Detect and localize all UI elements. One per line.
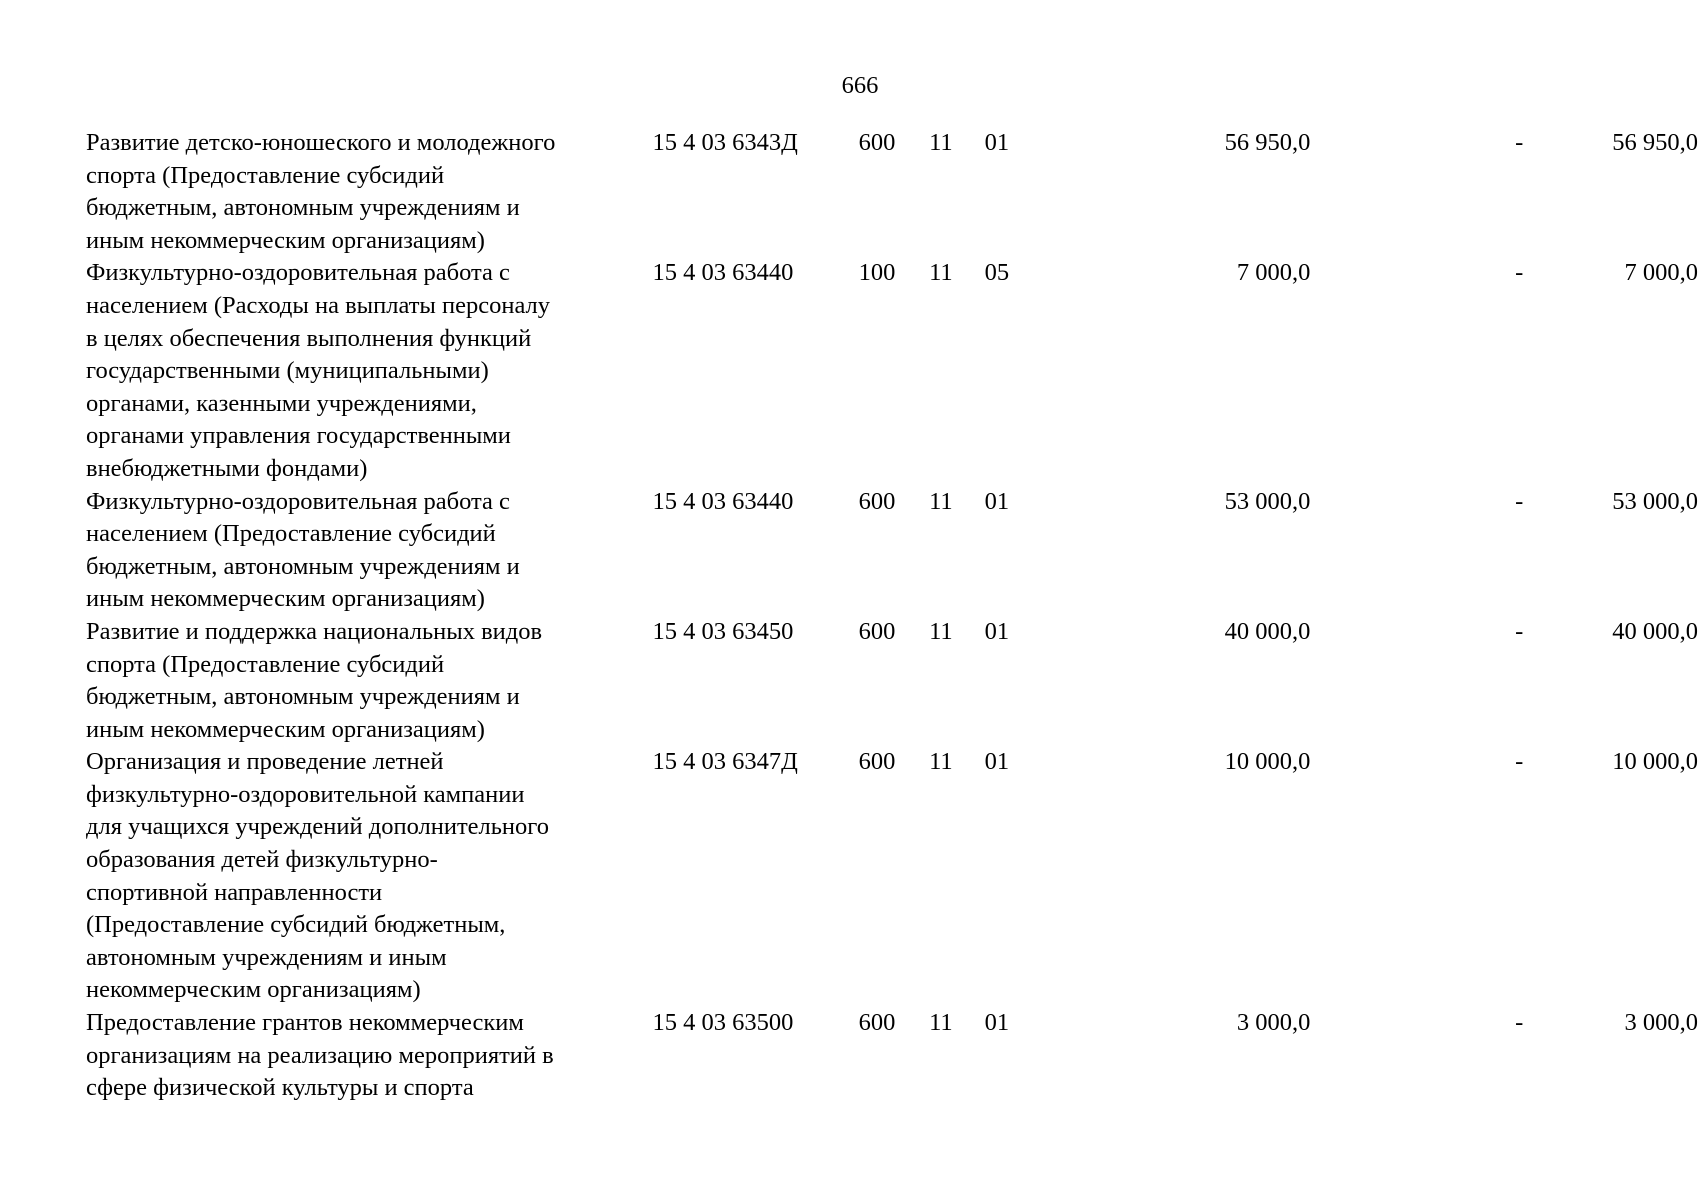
row-total: 10 000,0 — [1612, 748, 1698, 776]
budget-table — [86, 127, 1698, 1105]
row-section: 11 — [929, 487, 953, 515]
row-sum: 3 000,0 — [1236, 1009, 1311, 1037]
row-name-line: государственными (муниципальными) — [86, 357, 489, 385]
row-csr-code: 15 4 03 63450 — [652, 617, 794, 645]
row-name-line: Организация и проведение летней — [86, 748, 444, 776]
row-expense-type: 600 — [858, 129, 896, 156]
row-csr-code: 15 4 03 6347Д — [652, 748, 798, 776]
table-row — [86, 746, 1698, 1007]
row-name-line: внебюджетными фондами) — [86, 454, 368, 482]
row-name-line: бюджетным, автономным учреждениям и — [86, 194, 520, 222]
row-name-line: Физкультурно-оздоровительная работа с — [86, 259, 510, 287]
row-expense-type: 100 — [858, 259, 896, 287]
table-row — [86, 616, 1698, 746]
row-name — [86, 1007, 653, 1105]
row-name-line: некоммерческим организациям) — [86, 976, 421, 1004]
row-sum: 10 000,0 — [1224, 748, 1311, 776]
row-name — [86, 127, 653, 257]
table-row — [86, 257, 1698, 485]
row-csr-code: 15 4 03 63440 — [652, 487, 794, 515]
row-total: 3 000,0 — [1624, 1009, 1698, 1037]
row-subsection: 01 — [984, 487, 1010, 515]
row-name-line: спортивной направленности — [86, 878, 383, 906]
row-subsection: 01 — [984, 748, 1010, 776]
row-change: - — [1515, 748, 1524, 776]
row-total: 56 950,0 — [1612, 129, 1698, 156]
row-name — [86, 257, 653, 485]
row-name-line: Предоставление грантов некоммерческим — [86, 1009, 524, 1037]
row-expense-type: 600 — [858, 1009, 896, 1037]
row-name-line: населением (Предоставление субсидий — [86, 520, 496, 548]
row-section: 11 — [929, 129, 953, 156]
row-name-line: для учащихся учреждений дополнительного — [86, 813, 549, 841]
row-name-line: органами, казенными учреждениями, — [86, 389, 477, 417]
row-sum: 53 000,0 — [1224, 487, 1311, 515]
row-name-line: иным некоммерческим организациям) — [86, 585, 485, 613]
row-csr-code: 15 4 03 63500 — [652, 1009, 794, 1037]
row-name-line: Развитие детско-юношеского и молодежного — [86, 129, 556, 156]
row-name — [86, 746, 653, 1007]
row-change: - — [1515, 129, 1524, 156]
row-subsection: 05 — [984, 259, 1010, 287]
row-section: 11 — [929, 1009, 953, 1037]
row-name-line: образования детей физкультурно- — [86, 846, 438, 874]
row-name-line: Развитие и поддержка национальных видов — [86, 617, 543, 645]
row-name-line: органами управления государственными — [86, 422, 511, 450]
row-name-line: автономным учреждениям и иным — [86, 943, 447, 971]
row-expense-type: 600 — [858, 487, 896, 515]
row-name-line: населением (Расходы на выплаты персоналу — [86, 291, 551, 319]
row-sum: 56 950,0 — [1224, 129, 1311, 156]
row-section: 11 — [929, 617, 953, 645]
row-name-line: сфере физической культуры и спорта — [86, 1074, 474, 1102]
table-row — [86, 486, 1698, 616]
row-subsection: 01 — [984, 617, 1010, 645]
row-sum: 40 000,0 — [1224, 617, 1311, 645]
row-name-line: Физкультурно-оздоровительная работа с — [86, 487, 510, 515]
row-total: 7 000,0 — [1624, 259, 1698, 287]
row-change: - — [1515, 259, 1524, 287]
row-section: 11 — [929, 259, 953, 287]
row-name-line: бюджетным, автономным учреждениям и — [86, 552, 520, 580]
row-total: 53 000,0 — [1612, 487, 1698, 515]
row-expense-type: 600 — [858, 748, 896, 776]
row-change: - — [1515, 487, 1524, 515]
row-change: - — [1515, 617, 1524, 645]
row-name-line: в целях обеспечения выполнения функций — [86, 324, 532, 352]
row-subsection: 01 — [984, 1009, 1010, 1037]
row-section: 11 — [929, 748, 953, 776]
table-row — [86, 1007, 1698, 1105]
row-change: - — [1515, 1009, 1524, 1037]
row-name — [86, 616, 653, 746]
row-csr-code: 15 4 03 63440 — [652, 259, 794, 287]
row-name-line: спорта (Предоставление субсидий — [86, 161, 445, 189]
row-csr-code: 15 4 03 6343Д — [652, 129, 798, 156]
row-total: 40 000,0 — [1612, 617, 1698, 645]
row-name — [86, 486, 653, 616]
row-name-line: организациям на реализацию мероприятий в — [86, 1041, 554, 1069]
row-name-line: иным некоммерческим организациям) — [86, 715, 485, 743]
table-row — [86, 127, 1698, 257]
row-name-line: бюджетным, автономным учреждениям и — [86, 683, 520, 711]
row-name-line: спорта (Предоставление субсидий — [86, 650, 445, 678]
row-name-line: иным некоммерческим организациям) — [86, 226, 485, 254]
row-name-line: (Предоставление субсидий бюджетным, — [86, 911, 506, 939]
row-expense-type: 600 — [858, 617, 896, 645]
row-subsection: 01 — [984, 129, 1010, 156]
page-number: 666 — [841, 72, 879, 99]
row-sum: 7 000,0 — [1236, 259, 1311, 287]
row-name-line: физкультурно-оздоровительной кампании — [86, 780, 525, 808]
